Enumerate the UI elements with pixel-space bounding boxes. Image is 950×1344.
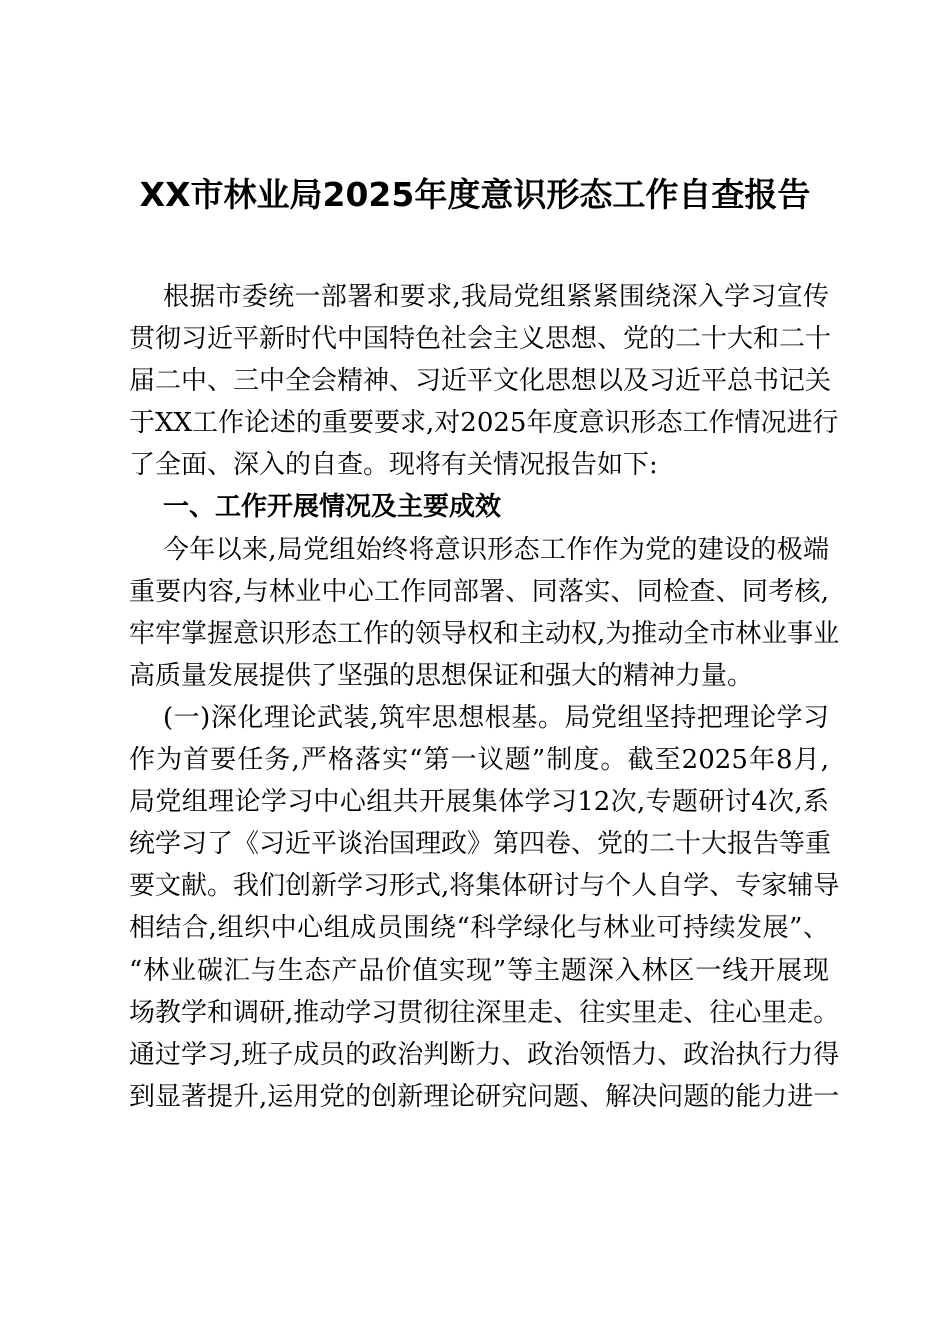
paragraph-line: 今年以来,局党组始终将意识形态工作作为党的建设的极端 (163, 534, 829, 565)
paragraph-line: 场教学和调研,推动学习贯彻往深里走、往实里走、往心里走。 (129, 997, 840, 1028)
paragraph-line: 统学习了《习近平谈治国理政》第四卷、党的二十大报告等重 (129, 829, 832, 860)
paragraph-line: “林业碳汇与生态产品价值实现”等主题深入林区一线开展现 (129, 955, 829, 986)
paragraph-line: 于XX工作论述的重要要求,对2025年度意识形态工作情况进行 (129, 408, 839, 439)
paragraph-line: 了全面、深入的自查。现将有关情况报告如下: (129, 450, 658, 481)
document-title: XX市林业局2025年度意识形态工作自查报告 (139, 175, 811, 214)
paragraph-line: 重要内容,与林业中心工作同部署、同落实、同检查、同考核, (129, 576, 829, 607)
paragraph-line: 根据市委统一部署和要求,我局党组紧紧围绕深入学习宣传 (163, 282, 829, 312)
paragraph-line: 届二中、三中全会精神、习近平文化思想以及习近平总书记关 (129, 366, 832, 397)
paragraph-line: 通过学习,班子成员的政治判断力、政治领悟力、政治执行力得 (129, 1039, 840, 1070)
paragraph-line: 牢牢掌握意识形态工作的领导权和主动权,为推动全市林业事业 (129, 618, 840, 649)
document-body (129, 276, 840, 1118)
paragraph-line: (一)深化理论武装,筑牢思想根基。局党组坚持把理论学习 (163, 702, 829, 733)
paragraph-line: 要文献。我们创新学习形式,将集体研讨与个人自学、专家辅导 (129, 871, 840, 902)
paragraph-line: 贯彻习近平新时代中国特色社会主义思想、党的二十大和二十 (129, 324, 832, 355)
paragraph-line: 相结合,组织中心组成员围绕“科学绿化与林业可持续发展”、 (129, 913, 829, 944)
section-heading: 一、工作开展情况及主要成效 (163, 492, 502, 523)
paragraph-line: 到显著提升,运用党的创新理论研究问题、解决问题的能力进一 (129, 1081, 840, 1112)
paragraph-line: 作为首要任务,严格落实“第一议题”制度。截至2025年8月, (129, 745, 829, 776)
paragraph-line: 高质量发展提供了坚强的思想保证和强大的精神力量。 (129, 660, 754, 691)
paragraph-line: 局党组理论学习中心组共开展集体学习12次,专题研讨4次,系 (129, 787, 829, 818)
